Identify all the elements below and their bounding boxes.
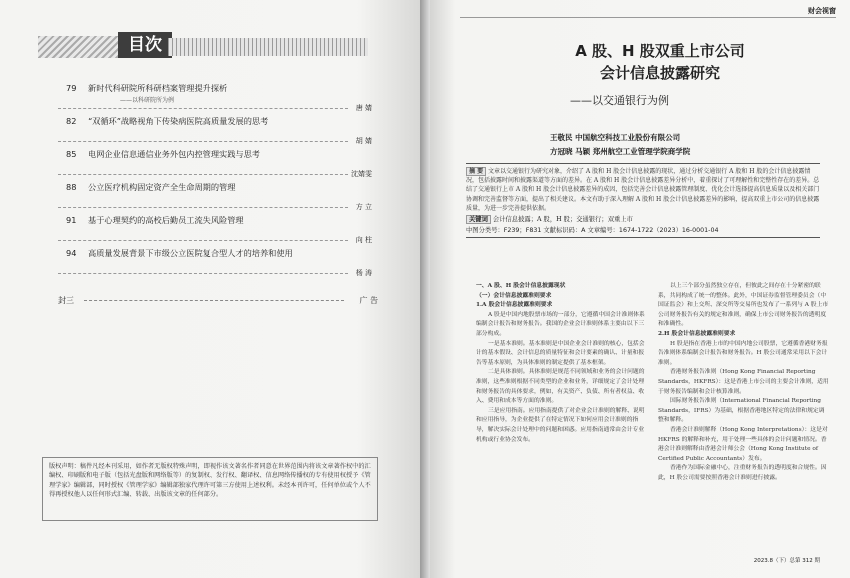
- article-subtitle: ——以交通银行为例: [570, 94, 669, 107]
- body-paragraph: A 股是中国内地股票市场的一部分，它遵循中国会计准则体系编制会计报告和财务报告。我国的企业会计准则体系主要由以下三部分构成。: [476, 311, 645, 337]
- body-column-left: [476, 282, 648, 445]
- ad-location: 封三: [58, 296, 74, 305]
- toc-title: 目次: [118, 32, 172, 58]
- keyword-tag: 关键词: [466, 215, 491, 224]
- section-heading: （一）会计信息披露准则要求: [476, 292, 552, 299]
- toc-entry-title: 电网企业信息通信业务外包内控管理实践与思考: [88, 149, 260, 159]
- toc-entry-page: 94: [66, 248, 77, 258]
- toc-entry-author: 唐 婧: [355, 104, 372, 112]
- toc-list: [58, 83, 378, 281]
- toc-entry-rule: [58, 108, 348, 109]
- toc-entry-title: 高质量发展背景下市级公立医院复合型人才的培养和使用: [88, 248, 293, 258]
- body-paragraph: 香港财务报告准则（Hong Kong Financial Reporting Standards，HKFRS）：这是香港上市公司的主要会计准则，适用于财务报告编制和会计核算准则。: [658, 369, 829, 395]
- toc-entry-rule: [58, 273, 348, 274]
- body-column-right: [658, 282, 830, 483]
- classification-line: 中图分类号：F239；F831 文献标识码：A 文章编号：1674-1722（2023）16-0001-04: [466, 227, 719, 235]
- toc-entry-author: 向 柱: [355, 236, 372, 244]
- body-paragraph: H 股是指在香港上市的中国内地公司股票，它遵循香港财务报告准则体系编制会计报告和财务报告。H 股公司通常采用以下会计准则。: [658, 340, 828, 366]
- abstract: [466, 167, 820, 213]
- toc-entry-page: 79: [66, 83, 77, 93]
- body-paragraph: 二是具体准则。具体准则是规范不同领域和业务的会计问题的准则，这些准则根据不同类型的企业和业务，详细规定了会计处理和财务报告的具体要求，例如，有关资产、负债、所有者权益、收入、费用和成本等方面的准则。: [476, 369, 645, 405]
- body-paragraph: 香港会计准则解释（Hong Kong Interpretations）：这是对 HKFRS 的解释和补充，用于处理一些具体的会计问题和情况。香港会计准则解释由香港会计师公会（Hong Kong Institute of Certified Public Accountants）发布。: [658, 426, 828, 462]
- toc-banner: [38, 30, 368, 60]
- body-paragraph: 香港作为国际金融中心，注重财务报告的透明度和合规性。因此，H 股公司需要按照香港会计准则进行披露。: [658, 465, 827, 481]
- abstract-box: [466, 163, 820, 238]
- toc-entry-title: 公立医疗机构固定资产全生命周期的管理: [88, 182, 236, 192]
- author-line: 方冠晓 马颖 郑州航空工业管理学院商学院: [550, 147, 691, 156]
- toc-entry[interactable]: [58, 116, 378, 149]
- body-paragraph: 以上三个部分虽然独立存在，但彼此之间存在十分紧密的联系，共同构成了统一的整体。此外，中国证券监督管理委员会（中国证监会）和上交所、深交所等交易所也发布了一系列与 A 股上市公司财务报告有关的规定和准则，确保上市公司财务报告的透明度和准确性。: [658, 283, 829, 328]
- article-title-line2: 会计信息披露研究: [599, 64, 720, 82]
- toc-banner-pattern: [38, 36, 118, 58]
- ad-label: 广 告: [359, 296, 378, 305]
- toc-entry-title: 新时代科研院所科研档案管理提升探析: [88, 83, 228, 93]
- toc-entry-rule: [58, 240, 348, 241]
- toc-entry-author: 沈婧雯: [351, 170, 372, 178]
- abstract-tag: 摘 要: [466, 167, 486, 176]
- toc-entry-author: 方 立: [355, 203, 372, 211]
- copyright-notice: 版权声明：稿件凡经本刊采用，如作者无版权特殊声明，即视作该文著名作者同意在世界范围内将该文章著作权中的汇编权、印刷版和电子版（包括光盘版和网络版等）的复制权、发行权、翻译权、信息网络传播权的专有使用权授予《管理学家》编辑部，同时授权《管理学家》编辑部独家代理许可第三方使用上述权利。未经本刊许可，任何单位或个人不得再授权他人以任何形式汇编、转载、出版该文章的任何部分。: [42, 457, 378, 521]
- toc-entry-title: “双循环”战略视角下传染病医院高质量发展的思考: [88, 116, 269, 126]
- body-paragraph: 国际财务报告准则（International Financial Reporting Standards，IFRS）为基础，根据香港地区特定的法律和规定调整和解释。: [658, 398, 825, 424]
- section-heading: 一、A 股、H 股会计信息披露现状: [476, 283, 566, 289]
- author-line: 王敬民 中国航空科技工业股份有限公司: [550, 133, 681, 142]
- toc-entry[interactable]: [58, 182, 378, 215]
- abstract-text: 文章以交通银行为研究对象，介绍了 A 股和 H 股会计信息披露的现状，通过分析交通银行 A 股和 H 股的会计信息披露情况，包括披露时间和披露渠道等方面的差异。在 A 股和 H 股会计信息披露差异分析中，着重探讨了可理解性和完整性存在的差异。总结了交通银行上市 A 股和 H 股会计信息披露差异的成因，包括完善会计信息披露管理制度、优化会计选择提高信息质量以及相关部门协调和完善监督等方面，提出了相关建议。本文有助于深入理解 A 股和 H 股会计信息披露差异的影响，提高双重上市公司的信息披露质量，为进一步完善提供依据。: [466, 168, 820, 212]
- left-page: [0, 0, 420, 578]
- header-rule: [460, 17, 836, 18]
- ad-dotted-rule: [84, 300, 344, 301]
- section-header: 财会视窗: [808, 7, 836, 15]
- right-page: [430, 0, 850, 578]
- toc-entry-page: 88: [66, 182, 77, 192]
- article-title-line1: A 股、H 股双重上市公司: [575, 42, 745, 60]
- toc-entry[interactable]: [58, 248, 378, 281]
- toc-entry-author: 杨 涛: [355, 269, 372, 277]
- toc-entry-title: 基于心理契约的高校后勤员工流失风险管理: [88, 215, 244, 225]
- page-footer: 2023.8（下）总第 312 期: [753, 558, 820, 564]
- toc-entry[interactable]: [58, 215, 378, 248]
- body-paragraph: 一是基本准则。基本准则是中国企业会计准则的核心，包括会计的基本假设、会计信息的质量特征和会计要素的确认、计量和报告等基本原则，为具体准则的制定提供了基本框架。: [476, 340, 645, 366]
- toc-entry-subtitle: ——以科研院所为例: [120, 97, 175, 104]
- page-gutter: [420, 0, 430, 578]
- toc-banner-stripe: [168, 38, 368, 56]
- toc-entry-author: 胡 婧: [355, 137, 372, 145]
- toc-entry-rule: [58, 141, 348, 142]
- toc-entry-page: 85: [66, 149, 77, 159]
- toc-entry-page: 82: [66, 116, 77, 126]
- keywords-text: 会计信息披露；A 股，H 股；交通银行；双重上市: [492, 216, 633, 224]
- toc-entry[interactable]: [58, 149, 378, 182]
- toc-entry[interactable]: [58, 83, 378, 116]
- section-heading: 1.A 股会计信息披露准则要求: [476, 302, 553, 309]
- body-paragraph: 三是应用指南。应用指南提供了对企业会计准则的解释、说明和应用指导，为企业提供了在特定情况下如何应用会计准则的指导，解决实际会计处理中的问题和困惑。应用指南通常由会计专业机构或行业协会发布。: [476, 407, 645, 443]
- keywords: [466, 214, 820, 223]
- toc-entry-rule: [58, 207, 348, 208]
- toc-entry-page: 91: [66, 215, 77, 225]
- toc-entry-rule: [58, 174, 348, 175]
- section-heading: 2.H 股会计信息披露准则要求: [658, 330, 736, 337]
